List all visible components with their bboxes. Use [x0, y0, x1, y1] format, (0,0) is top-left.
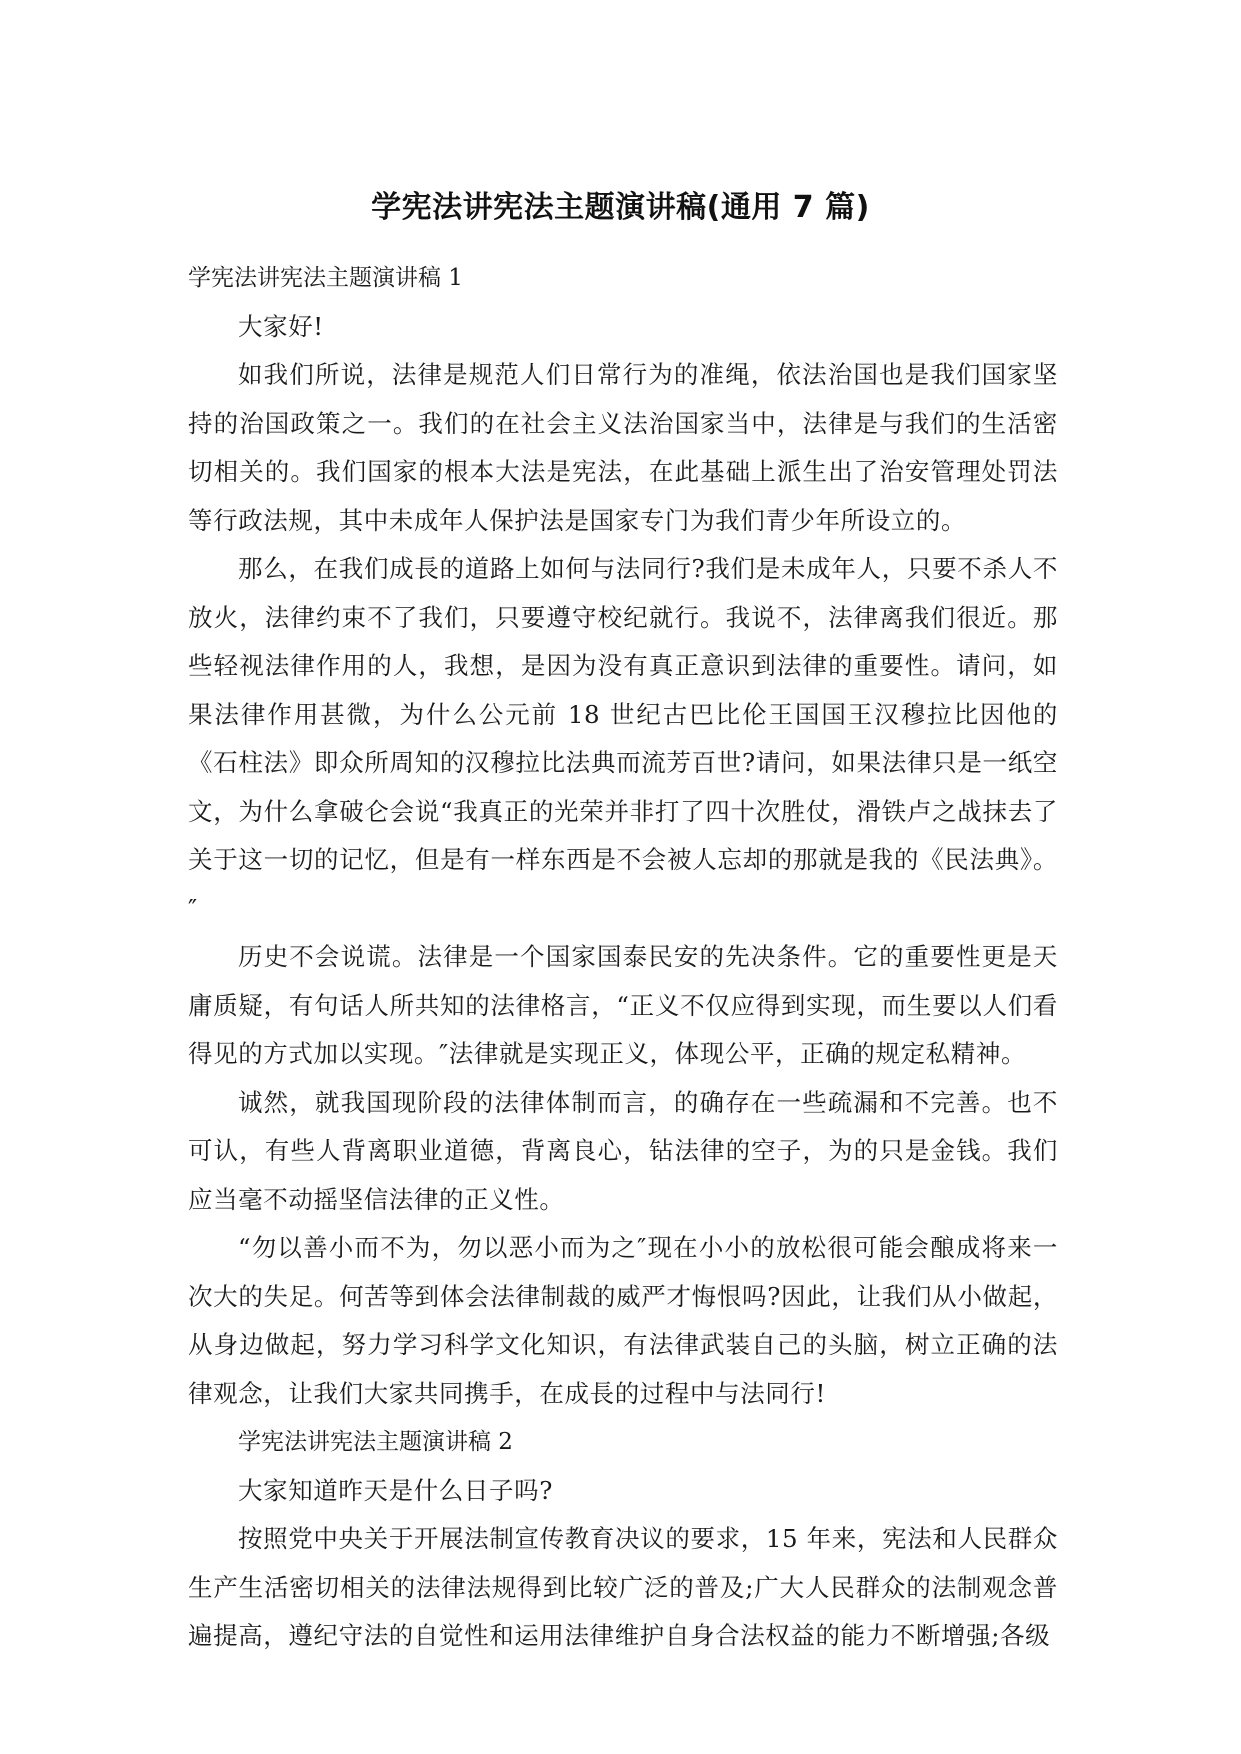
paragraph: 那么，在我们成長的道路上如何与法同行?我们是未成年人，只要不杀人不放火，法律约束不了我们，只要遵守校纪就行。我说不，法律离我们很近。那些轻视法律作用的人，我想，是因为没有真正意识到法律的重要性。请问，如果法律作用甚微，为什么公元前 18 世纪古巴比伦王国国王汉穆拉比因他的《石柱法》即众所周知的汉穆拉比法典而流芳百世?请问，如果法律只是一纸空文，为什么拿破仑会说“我真正的光荣并非打了四十次胜仗，滑铁卢之战抹去了关于这一切的记忆，但是有一样东西是不会被人忘却的那就是我的《民法典》。″ — [188, 554, 1058, 923]
paragraph: “勿以善小而不为，勿以恶小而为之″现在小小的放松很可能会酿成将来一次大的失足。何苦等到体会法律制裁的威严才悔恨吗?因此，让我们从小做起，从身边做起，努力学习科学文化知识，有法律武装自己的头脑，树立正确的法律观念，让我们大家共同携手，在成長的过程中与法同行! — [188, 1233, 1058, 1408]
paragraph: 诚然，就我国现阶段的法律体制而言，的确存在一些疏漏和不完善。也不可认，有些人背离职业道德，背离良心，钻法律的空子，为的只是金钱。我们应当毫不动摇坚信法律的正义性。 — [188, 1087, 1058, 1214]
section-heading-2: 学宪法讲宪法主题演讲稿 2 — [238, 1429, 513, 1455]
document-title: 学宪法讲宪法主题演讲稿(通用 7 篇) — [371, 190, 870, 225]
paragraph: 按照党中央关于开展法制宣传教育决议的要求，15 年来，宪法和人民群众生产生活密切相关的法律法规得到比较广泛的普及;广大人民群众的法制观念普遍提高，遵纪守法的自觉性和运用法律维护自身合法权益的能力不断增强;各级 — [188, 1524, 1058, 1650]
document-body — [188, 254, 1058, 1661]
paragraph: 如我们所说，法律是规范人们日常行为的准绳，依法治国也是我们国家坚持的治国政策之一。我们的在社会主义法治国家当中，法律是与我们的生活密切相关的。我们国家的根本大法是宪法，在此基础上派生出了治安管理处罚法等行政法规，其中未成年人保护法是国家专门为我们青少年所设立的。 — [188, 360, 1058, 535]
section-heading-1: 学宪法讲宪法主题演讲稿 1 — [188, 265, 463, 291]
paragraph: 历史不会说谎。法律是一个国家国泰民安的先决条件。它的重要性更是天庸质疑，有句话人所共知的法律格言，“正义不仅应得到实现，而生要以人们看得见的方式加以实现。″法律就是实现正义，体现公平，正确的规定私精神。 — [188, 942, 1058, 1068]
paragraph-greeting: 大家好! — [238, 311, 324, 341]
paragraph-question: 大家知道昨天是什么日子吗? — [238, 1475, 553, 1505]
